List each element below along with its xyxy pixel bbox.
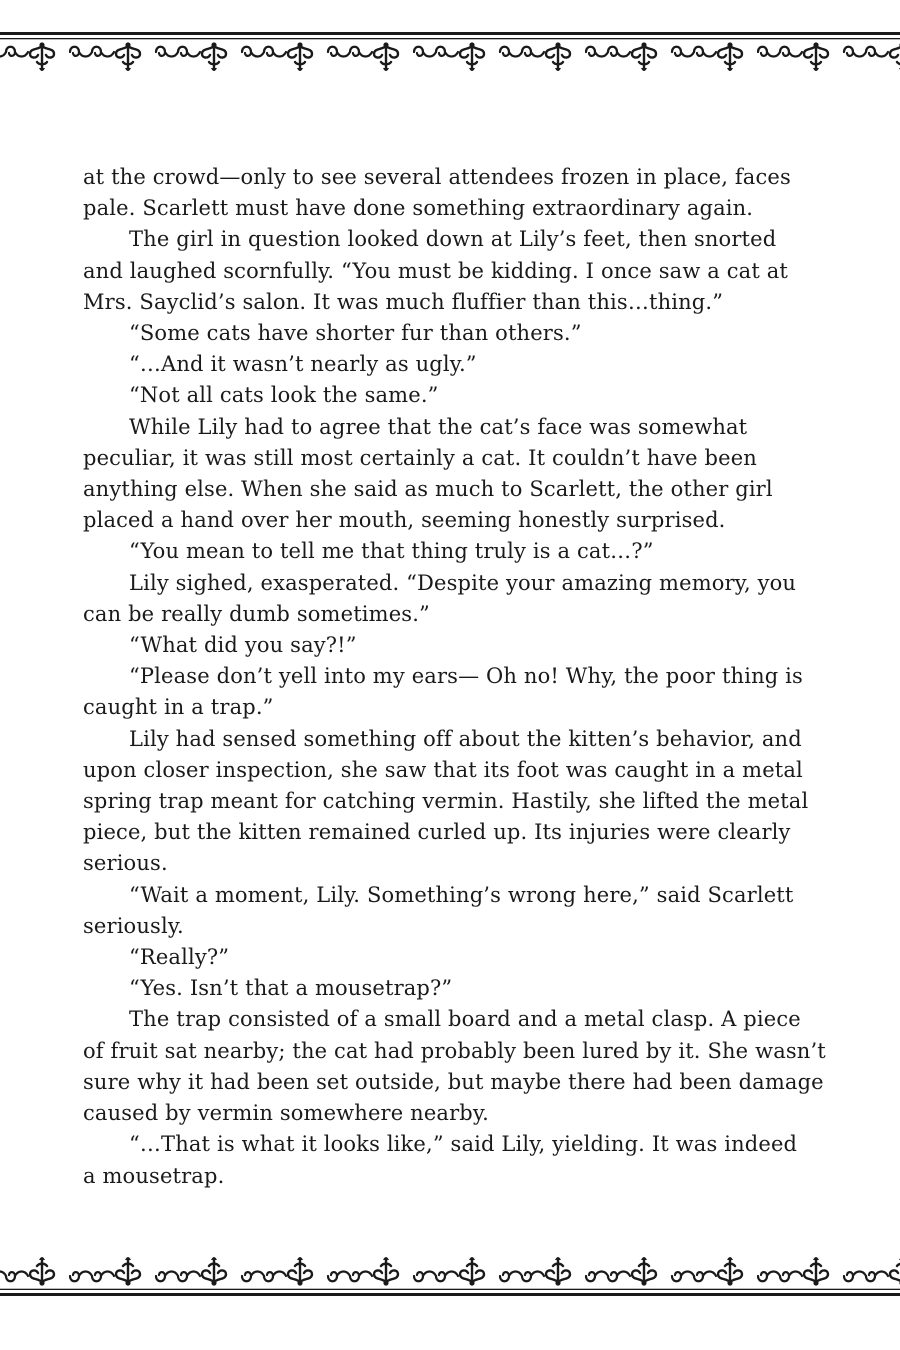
text-line: anything else. When she said as much to Scarlett, the other girl (83, 477, 773, 502)
text-line: Mrs. Sayclid’s salon. It was much fluffier than this…thing.” (83, 289, 724, 314)
text-line: seriously. (83, 913, 184, 938)
text-line: “Yes. Isn’t that a mousetrap?” (129, 976, 453, 1001)
text-line: pale. Scarlett must have done something extraordinary again. (83, 196, 754, 221)
text-line: a mousetrap. (83, 1163, 225, 1188)
text-line: “What did you say?!” (129, 633, 357, 658)
bottom-ornamental-border-icon (0, 1240, 900, 1300)
page-body-text (83, 162, 826, 1192)
text-line: “Please don’t yell into my ears— Oh no! Why, the poor thing is (129, 664, 803, 689)
text-line: The girl in question looked down at Lily’s feet, then snorted (129, 227, 777, 252)
text-line: The trap consisted of a small board and a metal clasp. A piece (129, 1007, 801, 1032)
text-line: “Some cats have shorter fur than others.” (129, 321, 582, 346)
text-line: Lily sighed, exasperated. “Despite your amazing memory, you (129, 570, 797, 595)
text-line: peculiar, it was still most certainly a cat. It couldn’t have been (83, 445, 757, 470)
text-line: “…That is what it looks like,” said Lily, yielding. It was indeed (129, 1132, 798, 1157)
text-line: Lily had sensed something off about the kitten’s behavior, and (129, 726, 802, 751)
top-ornamental-border-icon (0, 28, 900, 88)
text-line: sure why it had been set outside, but maybe there had been damage (83, 1069, 824, 1094)
text-line: upon closer inspection, she saw that its foot was caught in a metal (83, 757, 803, 782)
text-line: at the crowd—only to see several attendees frozen in place, faces (83, 165, 791, 189)
text-line: and laughed scornfully. “You must be kidding. I once saw a cat at (83, 258, 789, 283)
text-line: caused by vermin somewhere nearby. (83, 1101, 489, 1126)
text-line: “…And it wasn’t nearly as ugly.” (129, 352, 477, 377)
text-line: serious. (83, 851, 168, 876)
text-line: can be really dumb sometimes.” (83, 601, 430, 626)
text-line: of fruit sat nearby; the cat had probably been lured by it. She wasn’t (83, 1038, 826, 1063)
text-line: placed a hand over her mouth, seeming honestly surprised. (83, 508, 726, 533)
text-line: While Lily had to agree that the cat’s face was somewhat (129, 414, 748, 439)
text-line: “You mean to tell me that thing truly is a cat…?” (129, 539, 654, 564)
text-line: “Not all cats look the same.” (129, 383, 439, 408)
text-line: piece, but the kitten remained curled up. Its injuries were clearly (83, 820, 791, 845)
text-line: “Really?” (129, 945, 230, 970)
text-line: spring trap meant for catching vermin. Hastily, she lifted the metal (83, 789, 809, 814)
text-line: caught in a trap.” (83, 695, 274, 720)
text-line: “Wait a moment, Lily. Something’s wrong here,” said Scarlett (129, 882, 794, 907)
